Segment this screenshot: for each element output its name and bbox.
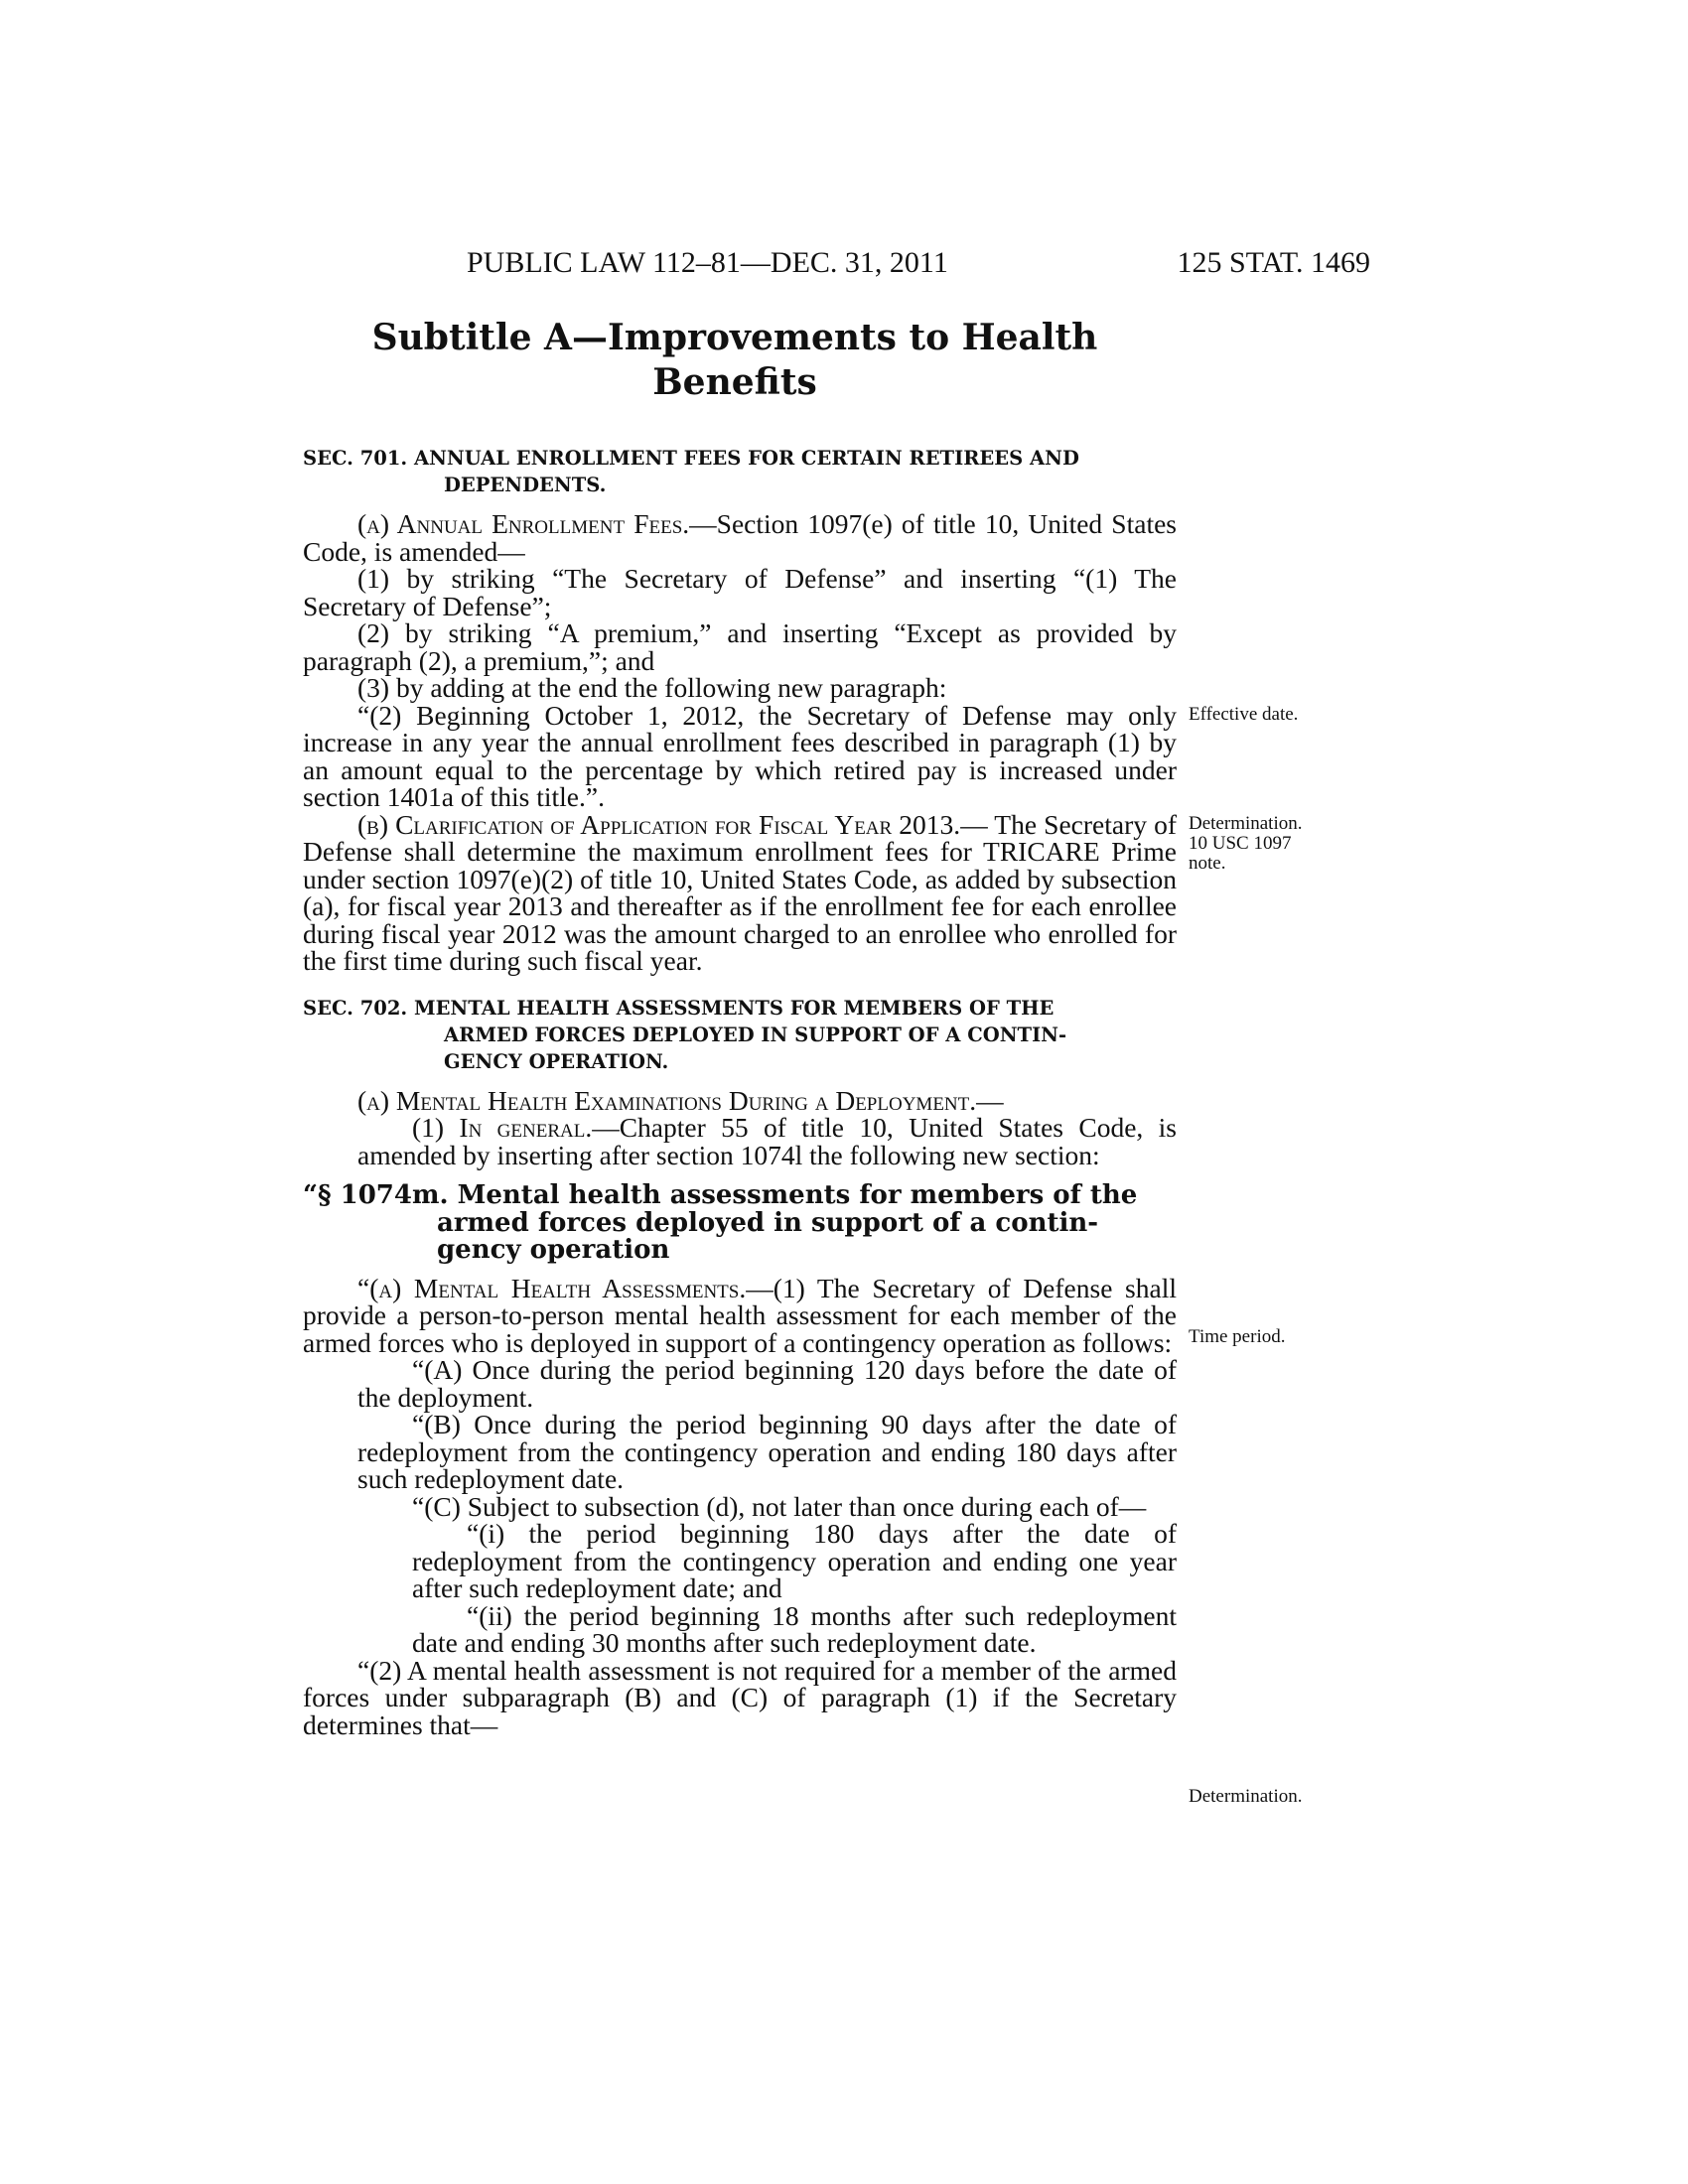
statute-page-number: 125 STAT. 1469 [1177,246,1370,279]
quoted-subsection-a-text: —(1) The Secretary of Defense shall provide a person-to-person mental health assessment for each member of the armed forces who is deployed in support of a contingency operation as follows: [303,1272,1177,1358]
section-702-heading [303,995,1177,1075]
quoted-clause-i: “(i) the period beginning 180 days after the date of redeployment from the contingency operation and ending one year after such redeployment date; and [412,1518,1177,1603]
subsection-b-heading: (b) Clarification of Application for Fiscal Year 2013. [357,808,961,840]
quoted-subparagraph-C: “(C) Subject to subsection (d), not later than once during each of— [412,1490,1147,1522]
quoted-subparagraph-A: “(A) Once during the period beginning 120 days before the date of the deployment. [357,1354,1177,1413]
quoted-subsection-a-heading: “(a) Mental Health Assessments. [357,1272,747,1303]
margin-note-effective-date: Effective date. [1189,704,1299,725]
paragraph-2: (2) by striking “A premium,” and inserting “Except as provided by paragraph (2), a premium,”; and [303,617,1177,676]
quoted-paragraph-2: “(2) A mental health assessment is not required for a member of the armed forces under subparagraph (B) and (C) of paragraph (1) if the Secretary determines that— [303,1654,1177,1740]
paragraph-1: (1) by striking “The Secretary of Defense” and inserting “(1) The Secretary of Defense”; [303,563,1177,621]
margin-note-time-period: Time period. [1189,1326,1286,1347]
in-general-text: —Chapter 55 of title 10, United States Code, is amended by inserting after section 1074l the following new section: [357,1112,1177,1170]
section-702-paragraph-1 [303,1114,1177,1168]
section-701-subsection-a [303,510,1177,565]
section-701-heading [303,445,1177,498]
paragraph-3: (3) by adding at the end the following new paragraph: [357,672,947,703]
section-702-subsection-a-heading: (a) Mental Health Examinations During a Deployment. [357,1084,977,1116]
margin-note-usc: 10 USC 1097 [1189,833,1292,854]
quoted-clause-ii: “(ii) the period beginning 18 months after such redeployment date and ending 30 months after such redeployment date. [412,1599,1177,1658]
section-701-subsection-b [303,808,1177,976]
running-header [467,246,1370,286]
subsection-a-text: —Section 1097(e) of title 10, United States Code, is amended— [303,508,1177,567]
margin-note-determination-label: Determination. [1189,813,1303,834]
section-702-subsection-a [303,1084,1177,1116]
section-1074m-title-rest-1: armed forces deployed in support of a contin- [437,1207,1099,1238]
subsection-a-heading: (a) Annual Enrollment Fees. [357,508,690,539]
section-701-heading-line: SEC. 701. ANNUAL ENROLLMENT FEES FOR CERTAIN RETIREES AND [303,447,1079,470]
quoted-subsection-a [303,1272,1177,1358]
section-1074m-title-line: “§ 1074m. Mental health assessments for members of the [303,1180,1138,1210]
new-paragraph-quote: “(2) Beginning October 1, 2012, the Secretary of Defense may only increase in any year the annual enrollment fees described in paragraph (1) by an amount equal to the percentage by which retired pay is increased under section 1401a of this title.”. [303,699,1177,812]
margin-note-note: note. [1189,853,1226,874]
document-body [303,445,1177,1738]
in-general-heading: (1) In general. [412,1112,593,1143]
section-702-subsection-a-dash: — [976,1084,1004,1116]
section-702-heading-rest-2: GENCY OPERATION. [444,1049,669,1073]
section-702-heading-rest-1: ARMED FORCES DEPLOYED IN SUPPORT OF A CONTIN- [444,1023,1067,1046]
subtitle-heading [298,316,1172,405]
section-701-heading-rest: DEPENDENTS. [444,474,607,496]
section-1074m-title-rest-2: gency operation [437,1235,670,1265]
section-1074m-title [303,1182,1177,1265]
margin-note-determination-1 [1189,814,1347,874]
quoted-subparagraph-B: “(B) Once during the period beginning 90 days after the date of redeployment from the contingency operation and ending 180 days after such redeployment date. [357,1409,1177,1494]
subsection-b-text: — The Secretary of Defense shall determine the maximum enrollment fees for TRICARE Prime under section 1097(e)(2) of title 10, United States Code, as added by subsection (a), for fiscal year 2013 and thereafter as if the enrollment fee for each enrollee during fiscal year 2012 was the amount charged to an enrollee who enrolled for the first time during such fiscal year. [303,808,1177,976]
margin-note-determination-2: Determination. [1189,1786,1303,1807]
subtitle-line-1: Subtitle A—Improvements to Health [371,317,1098,358]
public-law-citation: PUBLIC LAW 112–81—DEC. 31, 2011 [467,246,948,279]
section-702-heading-line: SEC. 702. MENTAL HEALTH ASSESSMENTS FOR MEMBERS OF THE [303,996,1055,1020]
subtitle-line-2: Benefits [652,361,817,403]
